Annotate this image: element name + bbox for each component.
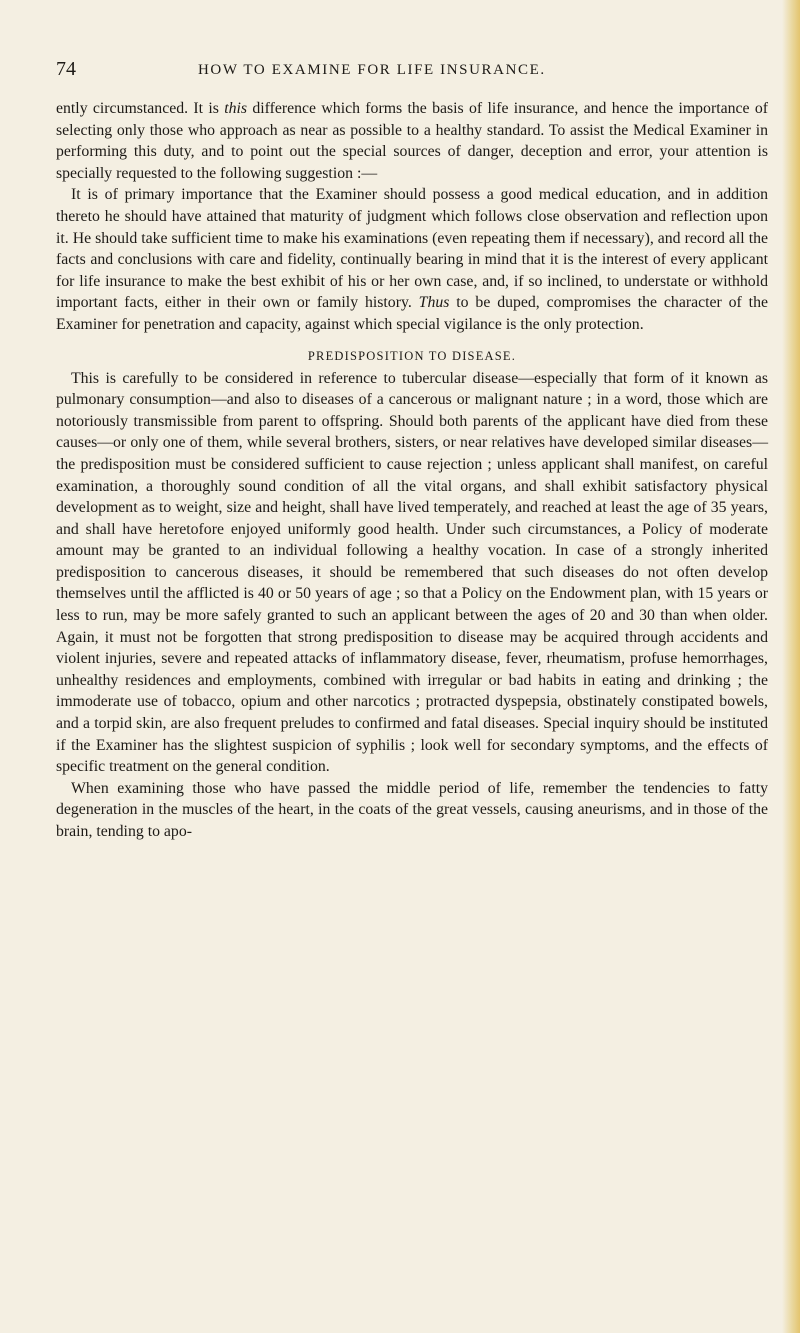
paragraph-2-text-b: to be duped, compromises the character of the Examiner for penetration and capacity, against which special vigilance is the only protection. — [56, 294, 768, 333]
page-number: 74 — [56, 58, 76, 80]
paragraph-1-text-a: ently circumstanced. It is — [56, 100, 225, 117]
section-heading: PREDISPOSITION TO DISEASE. — [307, 348, 517, 363]
paragraph-middle-life: When examining those who have passed the middle period of life, remember the tendencies to fatty degeneration in the muscles of the heart, in the coats of the great vessels, causing aneurisms, and in those of the brain, tending to apo- — [56, 779, 768, 840]
page-edge-stain — [782, 0, 800, 1333]
paragraph-2-text-a: It is of primary importance that the Examiner should possess a good medical education, and in addition thereto he should have attained that maturity of judgment which follows close observation and reflection upon it. He should take sufficient time to make his examinations (even repeating them if necessary), and record all the facts and conclusions with care and fidelity, continually bearing in mind that it is the interest of every applicant for life insurance to make the best exhibit of his or her own case, and, if so inclined, to understate or withhold important facts, either in their own or family history. — [56, 186, 768, 312]
page-header — [56, 58, 768, 84]
book-page — [56, 58, 768, 843]
paragraph-examiner-qualifications — [56, 184, 768, 335]
paragraph-1-text-b: difference which forms the basis of life insurance, and hence the importance of selecting only those who approach as near as possible to a healthy standard. To assist the Medical Examiner in performing this duty, and to point out the special sources of danger, deception and error, your attention is specially requested to the following suggestion :— — [56, 100, 768, 182]
paragraph-predisposition: This is carefully to be considered in reference to tubercular disease—especially that form of it known as pulmonary consumption—and also to diseases of a cancerous or malignant nature ; in a word, those which are notoriously transmissible from parent to offspring. Should both parents of the applicant have died from these causes—or only one of them, while several brothers, sisters, or near relatives have developed similar diseases—the predisposition must be considered sufficient to cause rejection ; unless applicant shall manifest, on careful examination, a thoroughly sound condition of all the vital organs, and shall exhibit satisfactory physical development as to weight, size and height, shall have lived temperately, and reached at least the age of 35 years, and shall have heretofore enjoyed uniformly good health. Under such circumstances, a Policy of moderate amount may be granted to an individual following a healthy vocation. In case of a strongly inherited predisposition to cancerous diseases, it should be remembered that such diseases do not often develop themselves until the afflicted is 40 or 50 years of age ; so that a Policy on the Endowment plan, with 15 years or less to run, may be more safely granted to such an applicant between the ages of 20 and 30 than when older. Again, it must not be forgotten that strong predisposition to disease may be acquired through accidents and violent injuries, severe and repeated attacks of inflammatory disease, fever, rheumatism, profuse hemorrhages, unhealthy residences and employments, combined with irregular or bad habits in eating and drinking ; the immoderate use of tobacco, opium and other narcotics ; protracted dyspepsia, obstinately constipated bowels, and a torpid skin, are also frequent preludes to confirmed and fatal diseases. Special inquiry should be instituted if the Examiner has the slightest suspicion of syphilis ; look well for secondary symptoms, and the effects of specific treatment on the general condition. — [56, 369, 768, 776]
paragraph-continuation — [56, 98, 768, 184]
paragraph-1-emphasis: this — [224, 100, 248, 117]
running-head: HOW TO EXAMINE FOR LIFE INSURANCE. — [198, 62, 546, 78]
paragraph-2-emphasis: Thus — [418, 294, 450, 312]
